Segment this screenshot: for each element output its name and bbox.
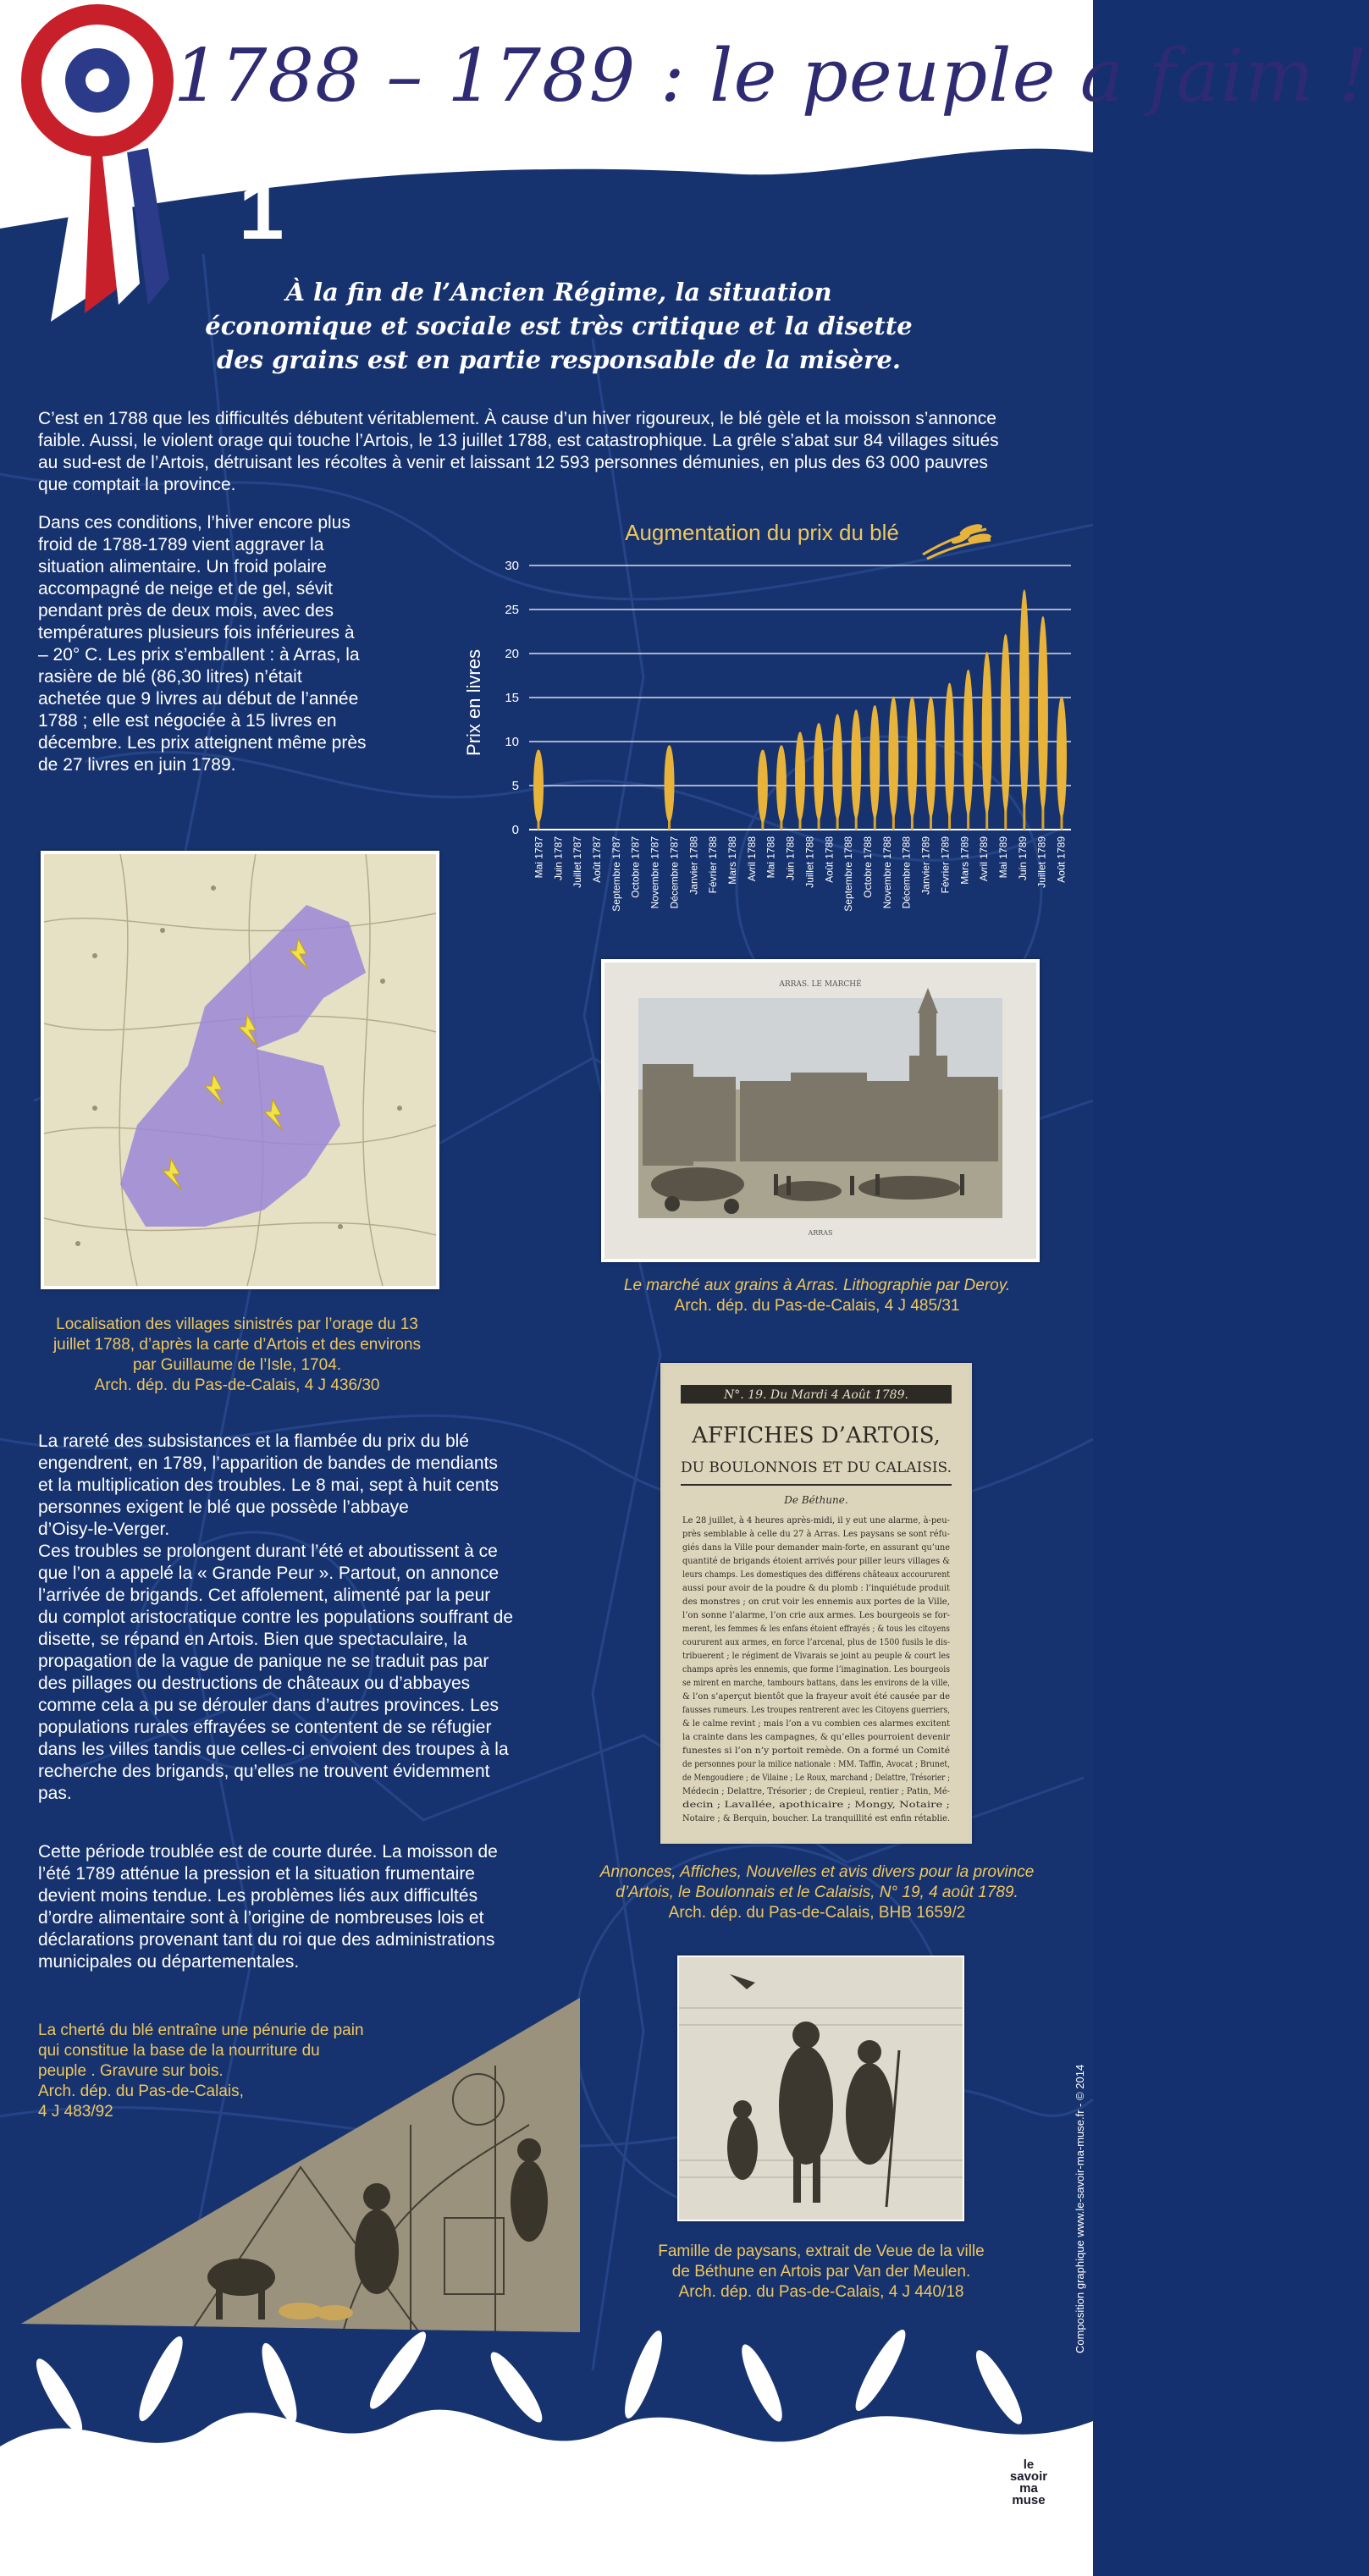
logo-word: muse [1012,2493,1046,2507]
winter-line: de 27 livres en juin 1789. [38,755,236,775]
end-line: déclarations provenant tant du roi que des administrations [38,1930,495,1950]
wheat-bar [533,749,544,830]
fear-line: d’Oisy-le-Verger. [38,1520,170,1539]
bar-ear [1057,696,1067,818]
market-caption-line: Le marché aux grains à Arras. Lithographie par Deroy. [623,1277,1011,1294]
newspaper-image [660,1363,972,1844]
x-tick-label: Août 1787 [591,836,603,883]
fear-line: populations rurales effrayées se contentent de se réfugier [38,1718,492,1737]
bread-caption-line: qui constitue la base de la nourriture du [38,2042,320,2060]
winter-line: températures plusieurs fois inférieures à [38,623,355,643]
wheat-bar [888,696,898,830]
map-caption-line: juillet 1788, d’après la carte d’Artois et des environs [52,1336,422,1354]
newspaper-body-line: giés dans la Ville pour demander main-forte, en assurant qu’une [682,1542,950,1553]
bread-caption [38,2021,411,2122]
x-tick-label: Juin 1788 [784,836,797,881]
bar-ear [1001,634,1011,812]
newspaper-body-line: la crainte dans les campagnes, & qu’elles pourroient devenir [682,1732,951,1742]
x-tick-label: Novembre 1787 [649,836,661,909]
newspaper-body-line: de Mengoudiere ; de Vilaine ; Le Roux, marchand ; Delattre, Trésorier ; [682,1773,950,1783]
wheat-silhouette-footer [0,2345,1093,2576]
market-print-header: ARRAS. LE MARCHÉ [779,980,862,989]
graphic-credit: Composition graphique www.le-savoir-ma-muse.fr - © 2014 [1074,2064,1086,2353]
intro-line: faible. Aussi, le violent orage qui touche l’Artois, le 13 juillet 1788, est catastrophique. La grêle s’abat sur 84 villages situés [38,431,999,450]
newspaper-dateline: De Béthune. [784,1494,848,1506]
fear-line: du complot aristocratique contre les populations souffrant de [38,1608,514,1627]
newspaper-page [664,1366,969,1840]
intro-line: C’est en 1788 que les difficultés débutent véritablement. À cause d’un hiver rigoureux, le blé gèle et la moisson s’annonce [38,409,996,428]
fear-line: recherche des brigands, qu’elles ne trouvent évidemment [38,1762,490,1781]
newspaper-subtitle: DU BOULONNOIS ET DU CALAISIS. [681,1459,952,1476]
fear-line: et la multiplication des troubles. Le 8 mai, sept à huit cents [38,1476,499,1495]
winter-line: froid de 1788-1789 vient aggraver la [38,535,324,554]
fear-line: engendrent, en 1789, l’apparition de bandes de mendiants [38,1453,498,1473]
map-caption-line: Localisation des villages sinistrés par l’orage du 13 [56,1316,418,1333]
y-tick-label: 15 [505,691,519,705]
fear-line: dans les villes tandis que celles-ci envoient des troupes à la [38,1740,509,1759]
map-image [41,851,439,1289]
end-line: l’été 1789 atténue la pression et la situation frumentaire [38,1864,475,1884]
wheat-bar [1019,589,1030,830]
wheat-bar [665,745,675,830]
bar-ear [814,723,824,820]
bar-ear [945,683,955,817]
x-tick-label: Janvier 1789 [919,836,932,895]
bread-caption-line: La cherté du blé entraîne une pénurie de pain [38,2022,364,2039]
x-tick-label: Mars 1788 [726,836,738,885]
y-tick-label: 0 [511,823,519,837]
family-caption-line: de Béthune en Artois par Van der Meulen. [671,2263,971,2281]
newspaper-body-line: de personnes pour la milice nationale : MM. Taffin, Avocat ; Brunet, [682,1759,950,1769]
great-fear-paragraph [38,1431,516,1805]
y-tick-label: 25 [505,603,519,617]
x-tick-label: Avril 1789 [978,836,991,882]
newspaper-body-line: & l’on s’aperçut bientôt que la frayeur avoit été causée par de [682,1691,950,1702]
bar-ear [982,652,992,814]
fear-line: La rareté des subsistances et la flambée du prix du blé [38,1431,469,1451]
market-print-footer: ARRAS [808,1229,833,1237]
intro-paragraph [38,408,1054,496]
newspaper-caption-line: Arch. dép. du Pas-de-Calais, BHB 1659/2 [668,1904,966,1922]
bar-ear [888,696,898,818]
newspaper-body-line: tribuerent ; le régiment de Vivarais se joint au peuple & court les [682,1651,950,1661]
newspaper-body-line: funestes si l’on n’y portoit remède. On a formé un Comité [682,1746,950,1756]
fear-line: des pillages ou destructions de châteaux ou d’abbayes [38,1674,471,1693]
winter-line: décembre. Les prix atteignent même près [38,733,367,753]
map-caption-line: par Guillaume de l’Isle, 1704. [132,1356,342,1374]
bar-ear [963,670,974,815]
bar-ear [925,696,936,818]
wheat-bar [945,683,955,830]
intro-line: que comptait la province. [38,475,236,494]
newspaper-caption-line: d’Artois, le Boulonnais et le Calaisis, N° 19, 4 août 1789. [615,1884,1018,1901]
winter-line: Dans ces conditions, l’hiver encore plus [38,513,351,532]
winter-paragraph [38,512,436,776]
bar-ear [795,731,805,820]
market-lithograph-image [601,959,1040,1262]
newspaper-body-line: merent, les femmes & les enfans étoient effrayés ; & tous les citoyens [682,1624,950,1634]
x-tick-label: Octobre 1788 [862,836,874,898]
x-tick-label: Février 1788 [707,836,720,894]
newspaper-body-line: des monstres ; on crut voir les ennemis aux portes de la Ville, [682,1597,950,1607]
x-tick-label: Avril 1788 [745,836,758,882]
x-tick-label: Février 1789 [939,836,952,894]
newspaper-caption-line: Annonces, Affiches, Nouvelles et avis divers pour la province [599,1863,1035,1881]
bread-caption-line: peuple . Gravure sur bois. [38,2062,224,2080]
newspaper-body-line: & le calme revint ; mais l’on a vu combien ces alarmes excitent [682,1718,951,1729]
wheat-bar [963,670,974,830]
x-tick-label: Août 1788 [823,836,836,883]
x-tick-label: Novembre 1788 [880,836,893,909]
wheat-bar [758,749,768,830]
newspaper-body-line: Notaire ; & Berquin, boucher. La tranquillité est enfin rétablie. [682,1813,950,1823]
y-tick-label: 20 [505,647,519,661]
winter-line: rasière de blé (86,30 litres) n’était [38,667,302,687]
x-tick-label: Juillet 1789 [1035,836,1048,888]
x-tick-label: Juin 1787 [552,836,565,881]
lead-line: économique et sociale est très critique et la disette [205,312,913,340]
conclusion-paragraph [38,1841,516,1973]
family-caption-line: Famille de paysans, extrait de Veue de la ville [658,2242,985,2260]
wheat-bar [982,652,992,830]
map-caption [17,1315,457,1396]
lead-line: À la fin de l’Ancien Régime, la situation [285,278,832,306]
bar-ear [665,745,675,822]
winter-line: situation alimentaire. Un froid polaire [38,557,327,576]
x-tick-label: Mars 1789 [958,836,971,885]
peasant-family-image [677,1955,964,2221]
market-caption [559,1276,1075,1316]
x-tick-label: Mai 1788 [765,836,777,879]
wheat-bar [776,745,787,830]
wheat-bar [851,709,861,830]
fear-line: l’arrivée de brigands. Cet affolement, alimenté par la peur [38,1586,491,1605]
x-tick-label: Mai 1789 [997,836,1009,879]
x-tick-label: Juillet 1787 [571,836,584,888]
fear-line: disette, se répand en Artois. Bien que spectaculaire, la [38,1630,467,1649]
x-tick-label: Juillet 1788 [803,836,816,888]
bar-ear [832,714,842,819]
newspaper-body-line: près semblable à celle du 27 à Arras. Les paysans se sont réfu- [682,1529,951,1539]
family-illustration [679,1957,963,2220]
family-caption-line: Arch. dép. du Pas-de-Calais, 4 J 440/18 [678,2283,964,2301]
fear-line: Ces troubles se prolongent durant l’été et aboutissent à ce [38,1542,498,1561]
newspaper-caption [559,1862,1075,1923]
section-number: 1 [239,166,284,256]
wheat-sheaf-icon [923,522,992,559]
lead-line: des grains est en partie responsable de la misère. [217,345,901,374]
fear-line: pas. [38,1784,72,1803]
winter-line: 1788 ; elle est négociée à 15 livres en [38,711,337,731]
x-tick-label: Août 1789 [1055,836,1068,883]
wheat-bar [1057,696,1067,830]
wheat-bar [832,714,842,830]
savoir-ma-muse-logo [999,2459,1058,2507]
newspaper-title: AFFICHES D’ARTOIS, [692,1423,941,1448]
x-tick-label: Septembre 1787 [610,836,622,912]
bar-ear [869,705,880,819]
bread-caption-line: 4 J 483/92 [38,2103,113,2121]
fear-line: que l’on a appelé la « Grande Peur ». Partout, on annonce [38,1564,500,1583]
wheat-bar [925,696,936,830]
y-tick-label: 5 [511,779,519,793]
lead-text [195,275,923,377]
wheat-bar [1001,634,1011,830]
logo-word: ma [1019,2481,1038,2496]
newspaper-body-line: se mirent en marche, tambours battans, dans les environs de la ville, [682,1678,950,1688]
x-tick-label: Décembre 1788 [900,836,913,909]
x-tick-label: Janvier 1788 [687,836,700,895]
logo-word: le [1023,2457,1035,2472]
market-illustration [604,963,1036,1259]
newspaper-body-line: Le 28 juillet, à 4 heures après-midi, il y eut une alarme, à-peu- [682,1515,951,1525]
page-title: 1788 – 1789 : le peuple a faim ! [174,34,1369,119]
winter-line: achetée que 9 livres au début de l’année [38,689,359,709]
wheat-price-chart [461,508,1088,912]
wheat-bar [795,731,805,830]
y-tick-label: 30 [505,559,519,573]
newspaper-body-line: decin ; Lavallée, apothicaire ; Mongy, Notaire ; [682,1800,950,1810]
newspaper-body-line: fausses rumeurs. Les troupes rentrerent avec les Citoyens guerriers, [682,1705,950,1715]
winter-line: accompagné de neige et de gel, sévit [38,579,333,598]
fear-line: personnes exigent le blé que possède l’abbaye [38,1498,409,1517]
x-tick-label: Septembre 1788 [842,836,855,912]
y-axis-label: Prix en livres [463,649,484,756]
newspaper-body-line: aussi pour avoir de la poudre & du plomb : l’inquiétude produit [682,1583,951,1593]
bread-caption-line: Arch. dép. du Pas-de-Calais, [38,2082,244,2100]
intro-line: au sud-est de l’Artois, détruisant les récoltes à venir et laissant 12 593 personnes démunies, en plus des 63 000 pauvres [38,453,988,472]
bar-ear [1019,589,1030,808]
winter-line: pendant près de deux mois, avec des [38,601,334,621]
newspaper-body-line: champs après les ennemis, que forme l’imagination. Les bourgeois [682,1664,950,1674]
newspaper-body-line: leurs champs. Les domestiques des différens châteaux accoururent [682,1569,951,1580]
x-tick-label: Mai 1787 [533,836,545,879]
x-tick-label: Juin 1789 [1016,836,1029,881]
newspaper-number-line: N°. 19. Du Mardi 4 Août 1789. [724,1388,908,1402]
bar-ear [851,709,861,819]
wheat-bar [1038,616,1048,830]
newspaper-body-line: coururent aux armes, en force l’arcenal, plus de 1500 fusils le dis- [682,1637,951,1647]
newspaper-body-line: quantité de brigands étoient arrivés pour piller leurs villages & [682,1556,950,1566]
end-line: devient moins tendue. Les problèmes liés aux difficultés [38,1886,478,1906]
fear-line: comme cela a pu se dérouler dans d’autres provinces. Les [38,1696,499,1715]
winter-line: – 20° C. Les prix s’emballent : à Arras, la [38,645,360,665]
map-illustration [44,854,436,1286]
x-tick-label: Octobre 1787 [629,836,642,898]
bar-ear [1038,616,1048,811]
wheat-bar [869,705,880,830]
market-caption-line: Arch. dép. du Pas-de-Calais, 4 J 485/31 [674,1297,960,1315]
x-tick-label: Décembre 1787 [668,836,681,909]
chart-title: Augmentation du prix du blé [625,520,899,545]
end-line: municipales ou départementales. [38,1952,300,1972]
wheat-bar [814,723,824,830]
bar-ear [776,745,787,822]
logo-word: savoir [1009,2469,1048,2484]
newspaper-body-line: l’on sonne l’alarme, l’on crie aux armes. Les bourgeois se for- [682,1610,951,1620]
wheat-bar [907,696,917,830]
end-line: d’ordre alimentaire sont à l’origine de nombreuses lois et [38,1908,484,1928]
map-caption-line: Arch. dép. du Pas-de-Calais, 4 J 436/30 [94,1376,380,1394]
bar-ear [907,696,917,818]
family-caption [593,2242,1050,2303]
fear-line: propagation de la vague de panique ne se traduit pas par [38,1652,489,1671]
y-tick-label: 10 [505,735,519,749]
end-line: Cette période troublée est de courte durée. La moisson de [38,1842,498,1862]
newspaper-body-line: Médecin ; Delattre, Trésorier ; de Crepieul, rentier ; Patin, Mé- [682,1786,951,1796]
bar-ear [758,749,768,822]
bar-ear [533,749,544,822]
